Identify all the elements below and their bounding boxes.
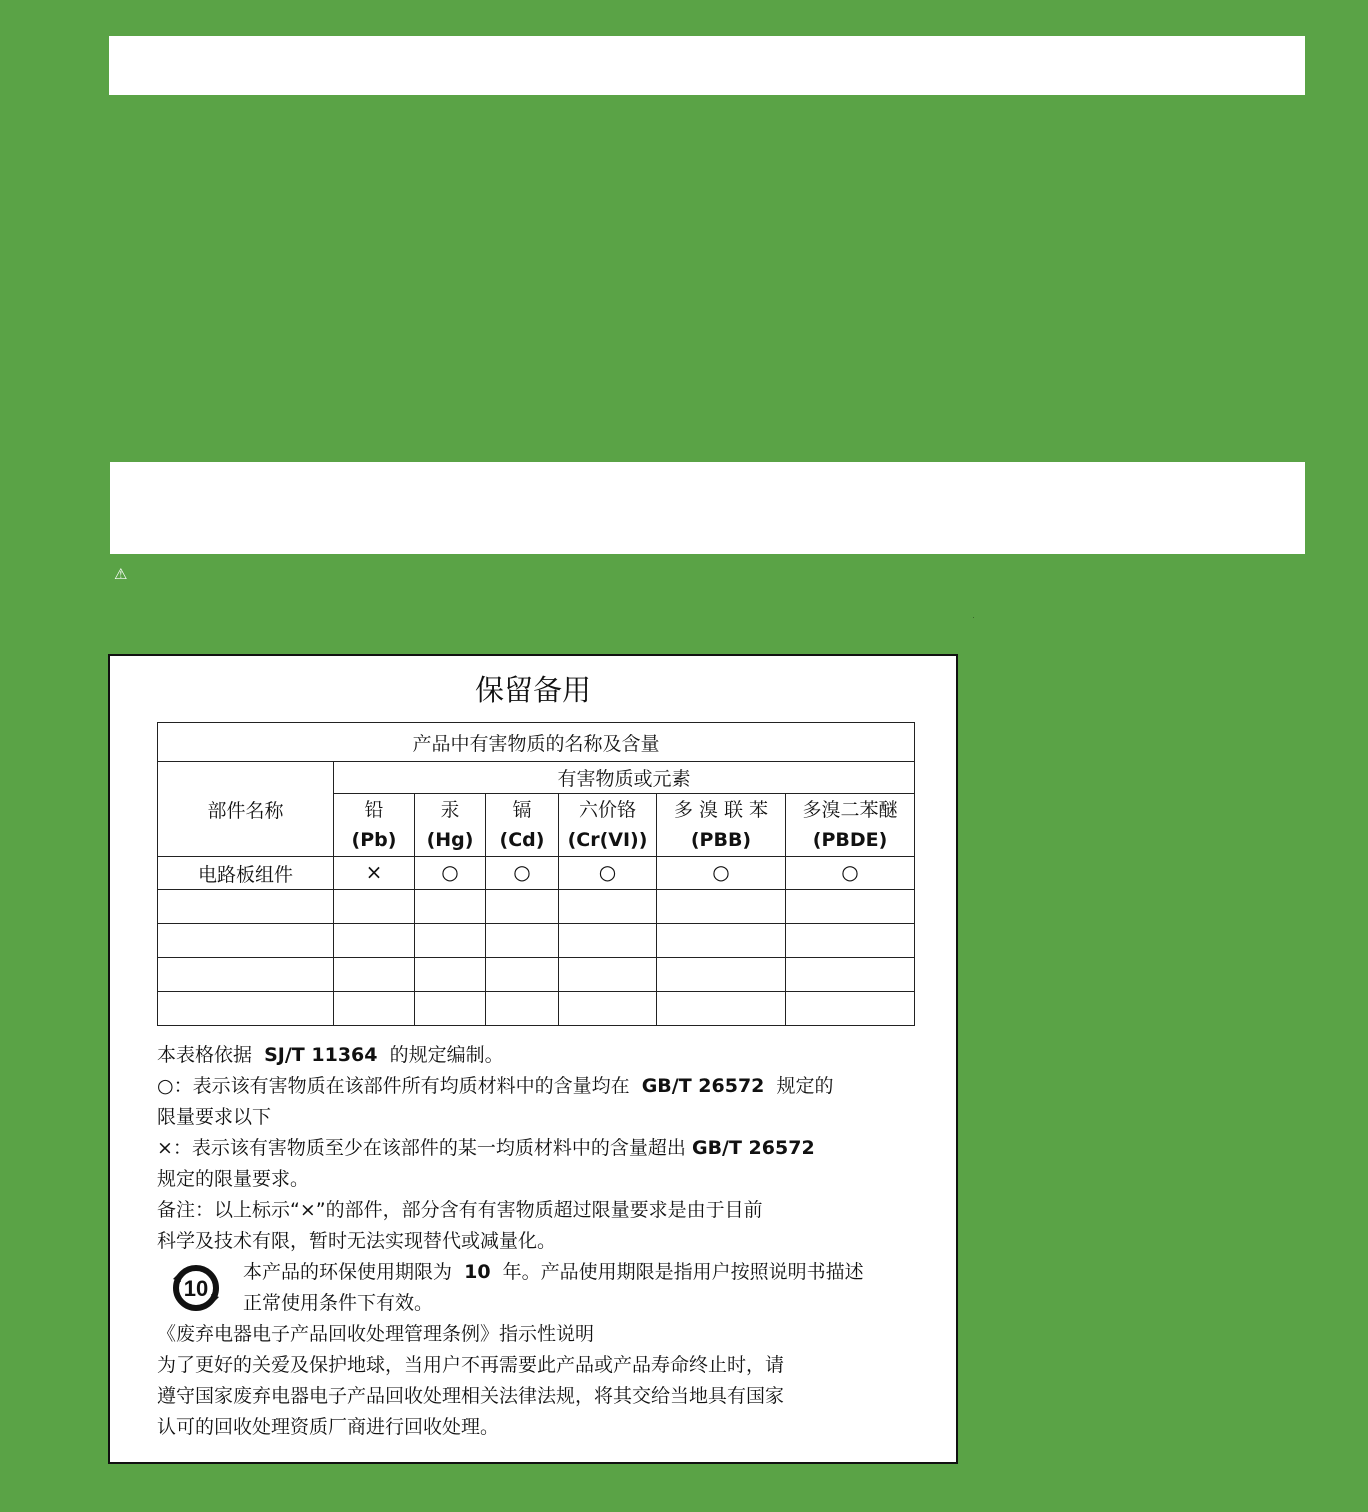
- warning-icon: ⚠: [114, 565, 128, 583]
- empty-table-row: [158, 924, 915, 958]
- substance-header-pb: 铅 (Pb): [334, 794, 415, 857]
- weee-line-3: 认可的回收处理资质厂商进行回收处理。: [157, 1416, 500, 1438]
- cross-note: ×：表示该有害物质至少在该部件的某一均质材料中的含量超出 GB/T 26572: [157, 1137, 815, 1159]
- substance-header-cd: 镉 (Cd): [486, 794, 559, 857]
- notes-section: [157, 1040, 877, 1443]
- empty-table-row: [158, 958, 915, 992]
- hazardous-substance-card: [108, 654, 958, 1464]
- weee-title: 《废弃电器电子产品回收处理管理条例》指示性说明: [157, 1323, 595, 1345]
- mark-cell-pbb: ○: [657, 857, 786, 890]
- weee-line-2: 遵守国家废弃电器电子产品回收处理相关法律法规，将其交给当地具有国家: [157, 1385, 785, 1407]
- top-blank-banner: [109, 36, 1305, 95]
- table-row: [158, 857, 915, 890]
- mark-cell-hg: ○: [415, 857, 486, 890]
- remark-line-2: 科学及技术有限，暂时无法实现替代或减量化。: [157, 1230, 557, 1252]
- empty-table-row: [158, 890, 915, 924]
- mark-cell-cr6: ○: [559, 857, 657, 890]
- environmental-use-period-icon: [169, 1263, 223, 1313]
- remark-line-1: 备注：以上标示“×”的部件，部分含有有害物质超过限量要求是由于目前: [157, 1199, 763, 1221]
- mark-cell-pb: ×: [334, 857, 415, 890]
- part-name-header: 部件名称: [158, 762, 334, 857]
- substance-header-hg: 汞 (Hg): [415, 794, 486, 857]
- eco-period-note: 10 本产品的环保使用期限为 10 年。产品使用期限是指用户按照说明书描述 正常使用条件下有效。: [157, 1257, 877, 1319]
- basis-note: 本表格依据 SJ/T 11364 的规定编制。: [157, 1044, 504, 1066]
- weee-line-1: 为了更好的关爱及保护地球，当用户不再需要此产品或产品寿命终止时，请: [157, 1354, 785, 1376]
- mark-cell-cd: ○: [486, 857, 559, 890]
- part-name-cell: 电路板组件: [158, 857, 334, 890]
- substance-header-cr6: 六价铬 (Cr(VI)): [559, 794, 657, 857]
- middle-blank-banner: [110, 462, 1305, 554]
- stray-dot: [973, 617, 974, 618]
- table-caption: 产品中有害物质的名称及含量: [158, 723, 915, 762]
- svg-text:10: 10: [183, 1276, 209, 1301]
- hazardous-substance-table: [157, 722, 915, 1026]
- empty-table-row: [158, 992, 915, 1026]
- mark-cell-pbde: ○: [786, 857, 915, 890]
- substance-header-pbde: 多溴二苯醚 (PBDE): [786, 794, 915, 857]
- substance-header-pbb: 多 溴 联 苯 (PBB): [657, 794, 786, 857]
- circle-note-cont: 限量要求以下: [157, 1106, 272, 1128]
- card-title: 保留备用: [474, 673, 591, 707]
- cross-note-cont: 规定的限量要求。: [157, 1168, 310, 1190]
- circle-note: ○：表示该有害物质在该部件所有均质材料中的含量均在 GB/T 26572 规定的: [157, 1075, 834, 1097]
- substance-group-header: 有害物质或元素: [334, 762, 915, 794]
